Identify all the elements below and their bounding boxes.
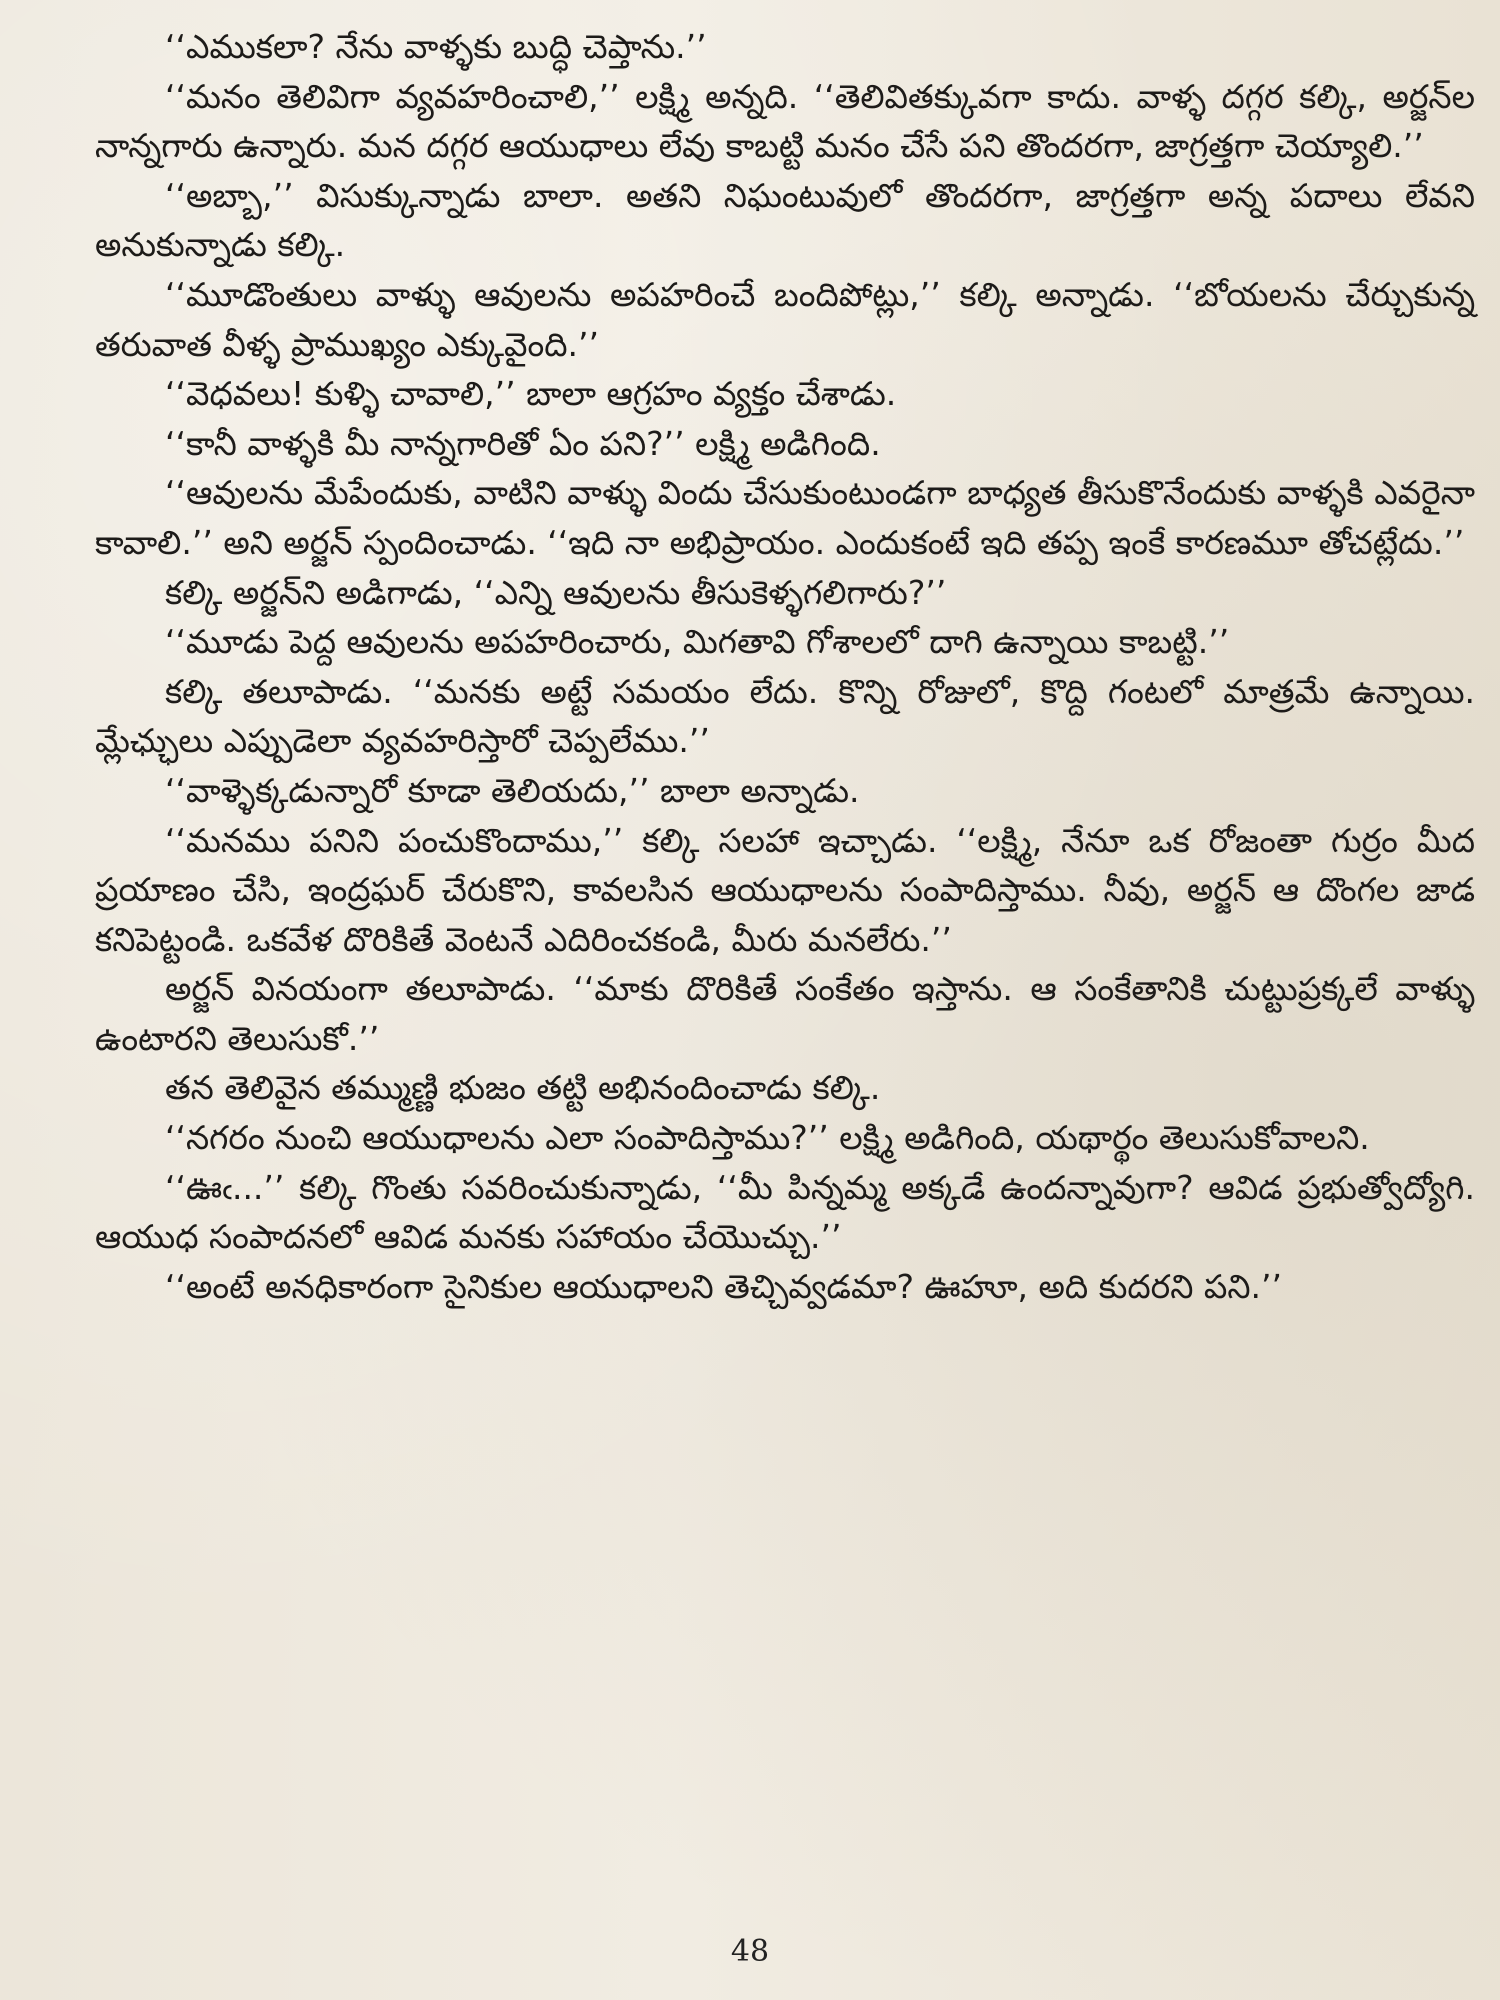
paragraph-13: అర్జన్ వినయంగా తలూపాడు. ‘‘మాకు దొరికితే సంకేతం ఇస్తాను. ఆ సంకేతానికి చుట్టుప్రక్కలే వాళ్ళు ఉంటారని తెలుసుకో.’’: [95, 969, 1475, 1058]
paragraph-14: తన తెలివైన తమ్ముణ్ణి భుజం తట్టి అభినందించాడు కల్కి.: [165, 1068, 881, 1108]
paragraph-8: కల్కి అర్జన్‌ని అడిగాడు, ‘‘ఎన్ని ఆవులను తీసుకెళ్ళగలిగారు?’’: [165, 572, 947, 612]
paragraph-9: ‘‘మూడు పెద్ద ఆవులను అపహరించారు, మిగతావి గోశాలలో దాగి ఉన్నాయి కాబట్టి.’’: [165, 622, 1230, 662]
body-text: [95, 22, 1475, 1311]
paragraph-16: ‘‘ఊఁ...’’ కల్కి గొంతు సవరించుకున్నాడు, ‘‘మీ పిన్నమ్మ అక్కడే ఉందన్నావుగా? ఆవిడ ప్రభుత్వోద్యోగి. ఆయుధ సంపాదనలో ఆవిడ మనకు సహాయం చేయొచ్చు.’’: [95, 1167, 1475, 1257]
paragraph-15: ‘‘నగరం నుంచి ఆయుధాలను ఎలా సంపాదిస్తాము?’’ లక్ష్మి అడిగింది, యథార్థం తెలుసుకోవాలని.: [165, 1118, 1370, 1158]
paragraph-1: ‘‘ఎముకలా? నేను వాళ్ళకు బుద్ధి చెప్తాను.’’: [165, 27, 707, 66]
paragraph-6: ‘‘కానీ వాళ్ళకి మీ నాన్నగారితో ఏం పని?’’ లక్ష్మి అడిగింది.: [165, 423, 881, 463]
paragraph-17: ‘‘అంటే అనధికారంగా సైనికుల ఆయుధాలని తెచ్చివ్వడమా? ఊహూ, అది కుదరని పని.’’: [165, 1266, 1282, 1306]
paragraph-3: ‘‘అబ్బా,’’ విసుక్కున్నాడు బాలా. అతని నిఘంటువులో తొందరగా, జాగ్రత్తగా అన్న పదాలు లేవని అనుకున్నాడు కల్కి.: [95, 175, 1475, 265]
paragraph-10: కల్కి తలూపాడు. ‘‘మనకు అట్టే సమయం లేదు. కొన్ని రోజులో, కొద్ది గంటలో మాత్రమే ఉన్నాయి. మ్లేఛ్ఛులు ఎప్పుడెలా వ్యవహరిస్తారో చెప్పలేము.’’: [95, 671, 1475, 761]
paragraph-4: ‘‘మూడొంతులు వాళ్ళు ఆవులను అపహరించే బందిపోట్లు,’’ కల్కి అన్నాడు. ‘‘బోయలను చేర్చుకున్న తరువాత వీళ్ళ ప్రాముఖ్యం ఎక్కువైంది.’’: [95, 274, 1475, 364]
page-number: 48: [730, 1934, 770, 1969]
paragraph-5: ‘‘వెధవలు! కుళ్ళి చావాలి,’’ బాలా ఆగ్రహం వ్యక్తం చేశాడు.: [165, 374, 897, 414]
paragraph-7: ‘‘ఆవులను మేపేందుకు, వాటిని వాళ్ళు విందు చేసుకుంటుండగా బాధ్యత తీసుకొనేందుకు వాళ్ళకి ఎవరైనా కావాలి.’’ అని అర్జన్ స్పందించాడు. ‘‘ఇది నా అభిప్రాయం. ఎందుకంటే ఇది తప్ప ఇంకే కారణమూ తోచట్లేదు.’’: [95, 473, 1475, 562]
paragraph-12: ‘‘మనము పనిని పంచుకొందాము,’’ కల్కి సలహా ఇచ్చాడు. ‘‘లక్ష్మి, నేనూ ఒక రోజంతా గుర్రం మీద ప్రయాణం చేసి, ఇంద్రఘర్ చేరుకొని, కావలసిన ఆయుధాలను సంపాదిస్తాము. నీవు, అర్జన్ ఆ దొంగల జాడ కనిపెట్టండి. ఒకవేళ దొరికితే వెంటనే ఎదిరించకండి, మీరు మనలేరు.’’: [95, 820, 1475, 959]
paragraph-11: ‘‘వాళ్ళెక్కడున్నారో కూడా తెలియదు,’’ బాలా అన్నాడు.: [165, 770, 860, 810]
paragraph-2: ‘‘మనం తెలివిగా వ్యవహరించాలి,’’ లక్ష్మి అన్నది. ‘‘తెలివితక్కువగా కాదు. వాళ్ళ దగ్గర కల్కి, అర్జన్‌ల నాన్నగారు ఉన్నారు. మన దగ్గర ఆయుధాలు లేవు కాబట్టి మనం చేసే పని తొందరగా, జాగ్రత్తగా చెయ్యాలి.’’: [95, 76, 1475, 166]
